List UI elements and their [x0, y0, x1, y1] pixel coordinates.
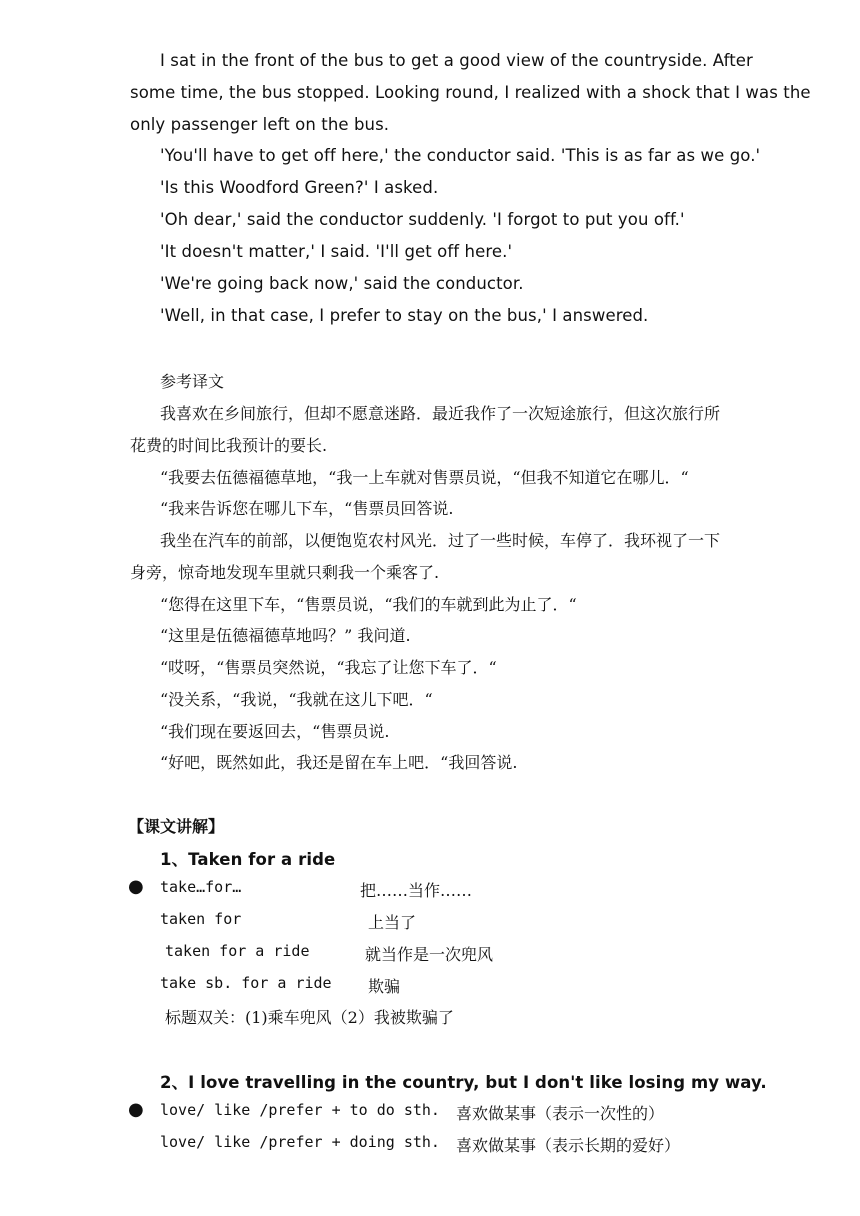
lesson-item-title: 2、I love travelling in the country, but I don't like losing my way.: [160, 1073, 767, 1092]
translation-line: 我喜欢在乡间旅行，但却不愿意迷路．最近我作了一次短途旅行，但这次旅行所: [160, 404, 721, 423]
story-line: only passenger left on the bus.: [130, 115, 390, 134]
story-line: 'Oh dear,' said the conductor suddenly. 'I forgot to put you off.': [160, 210, 685, 229]
lesson-heading: 【课文讲解】: [128, 817, 225, 836]
vocab-meaning: 欺骗: [368, 977, 401, 996]
vocab-meaning: 就当作是一次兜风: [365, 945, 494, 964]
translation-line: “我们现在要返回去，“售票员说.: [160, 722, 390, 741]
story-line: I sat in the front of the bus to get a good view of the countryside. After: [160, 51, 753, 70]
grammar-meaning: 喜欢做某事（表示一次性的）: [456, 1104, 665, 1123]
translation-line: “没关系，“我说，“我就在这儿下吧．“: [160, 690, 433, 709]
translation-line: “我来告诉您在哪儿下车，“售票员回答说.: [160, 499, 454, 518]
story-line: 'Well, in that case, I prefer to stay on the bus,' I answered.: [160, 306, 649, 325]
vocab-meaning: 上当了: [368, 913, 417, 932]
story-line: some time, the bus stopped. Looking round, I realized with a shock that I was the: [130, 83, 811, 102]
lesson-item-title: 1、Taken for a ride: [160, 850, 336, 869]
translation-line: 花费的时间比我预计的要长.: [130, 436, 328, 455]
story-line: 'You'll have to get off here,' the conductor said. 'This is as far as we go.': [160, 146, 761, 165]
vocab-term: take sb. for a ride: [160, 974, 332, 992]
translation-line: “这里是伍德福德草地吗？” 我问道.: [160, 626, 411, 645]
grammar-meaning: 喜欢做某事（表示长期的爱好）: [456, 1136, 681, 1155]
grammar-pattern: love/ like /prefer + doing sth.: [160, 1133, 440, 1151]
translation-line: “好吧，既然如此，我还是留在车上吧．“我回答说.: [160, 753, 518, 772]
translation-line: 身旁，惊奇地发现车里就只剩我一个乘客了.: [130, 563, 440, 582]
grammar-pattern: love/ like /prefer + to do sth.: [160, 1101, 440, 1119]
vocab-term: taken for a ride: [165, 942, 310, 960]
story-line: 'We're going back now,' said the conductor.: [160, 274, 524, 293]
vocab-note: 标题双关：(1)乘车兜风（2）我被欺骗了: [165, 1008, 454, 1027]
bullet-icon: ●: [128, 876, 144, 897]
story-line: 'It doesn't matter,' I said. 'I'll get off here.': [160, 242, 513, 261]
translation-line: “您得在这里下车，“售票员说，“我们的车就到此为止了．“: [160, 595, 577, 614]
vocab-meaning: 把……当作……: [360, 881, 473, 900]
bullet-icon: ●: [128, 1099, 144, 1120]
translation-line: “哎呀，“售票员突然说，“我忘了让您下车了．“: [160, 658, 497, 677]
translation-line: 我坐在汽车的前部，以便饱览农村风光．过了一些时候，车停了．我环视了一下: [160, 531, 721, 550]
translation-line: “我要去伍德福德草地，“我一上车就对售票员说，“但我不知道它在哪儿．“: [160, 468, 689, 487]
translation-heading: 参考译文: [160, 372, 225, 391]
vocab-term: take…for…: [160, 878, 242, 896]
story-line: 'Is this Woodford Green?' I asked.: [160, 178, 439, 197]
vocab-term: taken for: [160, 910, 242, 928]
